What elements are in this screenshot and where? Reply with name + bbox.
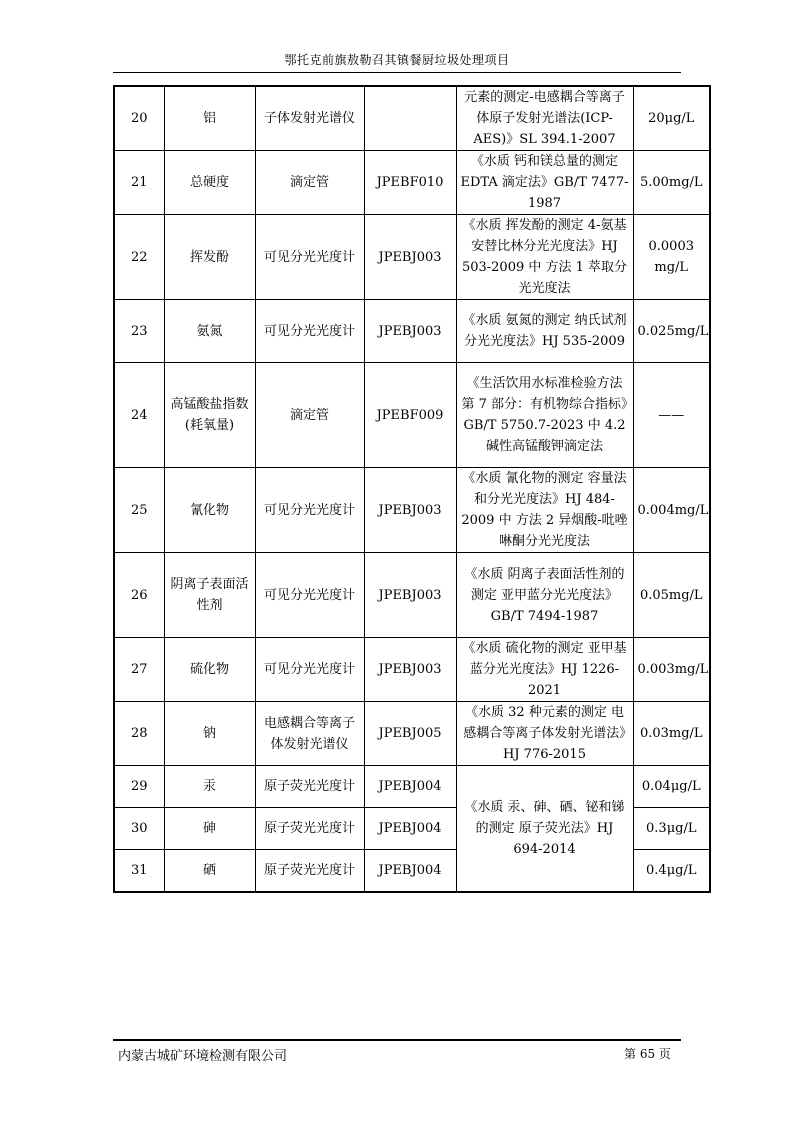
table-row: [114, 702, 710, 766]
instrument-code: JPEBJ003: [364, 300, 456, 363]
row-number: 24: [114, 363, 164, 468]
instrument: 原子荧光光度计: [255, 808, 364, 850]
detection-limit: 0.04μg/L: [633, 766, 710, 808]
table-row: [114, 468, 710, 553]
test-item: 高锰酸盐指数(耗氧量): [164, 363, 255, 468]
page-header-title: 鄂托克前旗敖勒召其镇餐厨垃圾处理项目: [284, 53, 510, 67]
detection-limit: 0.03mg/L: [633, 702, 710, 766]
instrument-code: JPEBJ004: [364, 850, 456, 892]
row-number: 30: [114, 808, 164, 850]
test-method: 《水质 硫化物的测定 亚甲基蓝分光光度法》HJ 1226-2021: [456, 638, 633, 702]
instrument: 子体发射光谱仪: [255, 86, 364, 151]
instrument: 滴定管: [255, 151, 364, 215]
instrument-code: JPEBJ004: [364, 766, 456, 808]
detection-limit: 0.025mg/L: [633, 300, 710, 363]
row-number: 27: [114, 638, 164, 702]
row-number: 23: [114, 300, 164, 363]
instrument: 电感耦合等离子体发射光谱仪: [255, 702, 364, 766]
header-rule: [113, 72, 681, 73]
table-row: [114, 766, 710, 808]
test-item: 砷: [164, 808, 255, 850]
instrument-code: JPEBF010: [364, 151, 456, 215]
instrument-code: JPEBJ003: [364, 468, 456, 553]
table-row: [114, 638, 710, 702]
row-number: 25: [114, 468, 164, 553]
instrument-code: JPEBJ003: [364, 638, 456, 702]
table-row: [114, 363, 710, 468]
test-method: 《水质 氨氮的测定 纳氏试剂分光光度法》HJ 535-2009: [456, 300, 633, 363]
test-methods-table: [113, 85, 711, 893]
detection-limit: 0.3μg/L: [633, 808, 710, 850]
test-item: 钠: [164, 702, 255, 766]
instrument-code: [364, 86, 456, 151]
test-method: 《水质 阴离子表面活性剂的测定 亚甲蓝分光光度法》GB/T 7494-1987: [456, 553, 633, 638]
test-item: 氨氮: [164, 300, 255, 363]
instrument: 原子荧光光度计: [255, 850, 364, 892]
row-number: 26: [114, 553, 164, 638]
instrument-code: JPEBJ005: [364, 702, 456, 766]
row-number: 29: [114, 766, 164, 808]
row-number: 22: [114, 215, 164, 300]
instrument: 可见分光光度计: [255, 300, 364, 363]
detection-limit: 20μg/L: [633, 86, 710, 151]
test-method: 元素的测定-电感耦合等离子体原子发射光谱法(ICP-AES)》SL 394.1-2007: [456, 86, 633, 151]
row-number: 21: [114, 151, 164, 215]
footer-company: 内蒙古城矿环境检测有限公司: [118, 1049, 288, 1064]
test-item: 汞: [164, 766, 255, 808]
detection-limit: 0.0003 mg/L: [633, 215, 710, 300]
test-method: 《水质 挥发酚的测定 4-氨基安替比林分光光度法》HJ 503-2009 中 方法 1 萃取分光光度法: [456, 215, 633, 300]
instrument-code: JPEBJ004: [364, 808, 456, 850]
table-row: [114, 215, 710, 300]
test-item: 总硬度: [164, 151, 255, 215]
instrument-code: JPEBF009: [364, 363, 456, 468]
test-item: 阴离子表面活性剂: [164, 553, 255, 638]
test-method: 《水质 钙和镁总量的测定 EDTA 滴定法》GB/T 7477-1987: [456, 151, 633, 215]
detection-limit: ——: [633, 363, 710, 468]
test-method: 《生活饮用水标准检验方法 第 7 部分：有机物综合指标》GB/T 5750.7-2023 中 4.2 碱性高锰酸钾滴定法: [456, 363, 633, 468]
detection-limit: 0.004mg/L: [633, 468, 710, 553]
instrument-code: JPEBJ003: [364, 215, 456, 300]
test-method-merged: 《水质 汞、砷、硒、铋和锑的测定 原子荧光法》HJ 694-2014: [456, 766, 633, 892]
table-row: [114, 300, 710, 363]
instrument: 滴定管: [255, 363, 364, 468]
detection-limit: 0.05mg/L: [633, 553, 710, 638]
detection-limit: 0.4μg/L: [633, 850, 710, 892]
test-item: 硒: [164, 850, 255, 892]
test-item: 铝: [164, 86, 255, 151]
test-item: 挥发酚: [164, 215, 255, 300]
instrument: 可见分光光度计: [255, 468, 364, 553]
test-item: 氰化物: [164, 468, 255, 553]
instrument-code: JPEBJ003: [364, 553, 456, 638]
detection-limit: 5.00mg/L: [633, 151, 710, 215]
table-row: [114, 86, 710, 151]
footer-page-number: 第 65 页: [624, 1047, 671, 1061]
footer-rule: [113, 1039, 681, 1041]
row-number: 20: [114, 86, 164, 151]
test-method: 《水质 32 种元素的测定 电感耦合等离子体发射光谱法》HJ 776-2015: [456, 702, 633, 766]
instrument: 可见分光光度计: [255, 215, 364, 300]
table-row: [114, 553, 710, 638]
table-row: [114, 151, 710, 215]
test-method: 《水质 氰化物的测定 容量法和分光光度法》HJ 484-2009 中 方法 2 异烟酸-吡唑啉酮分光光度法: [456, 468, 633, 553]
row-number: 31: [114, 850, 164, 892]
detection-limit: 0.003mg/L: [633, 638, 710, 702]
instrument: 原子荧光光度计: [255, 766, 364, 808]
row-number: 28: [114, 702, 164, 766]
instrument: 可见分光光度计: [255, 553, 364, 638]
instrument: 可见分光光度计: [255, 638, 364, 702]
test-item: 硫化物: [164, 638, 255, 702]
